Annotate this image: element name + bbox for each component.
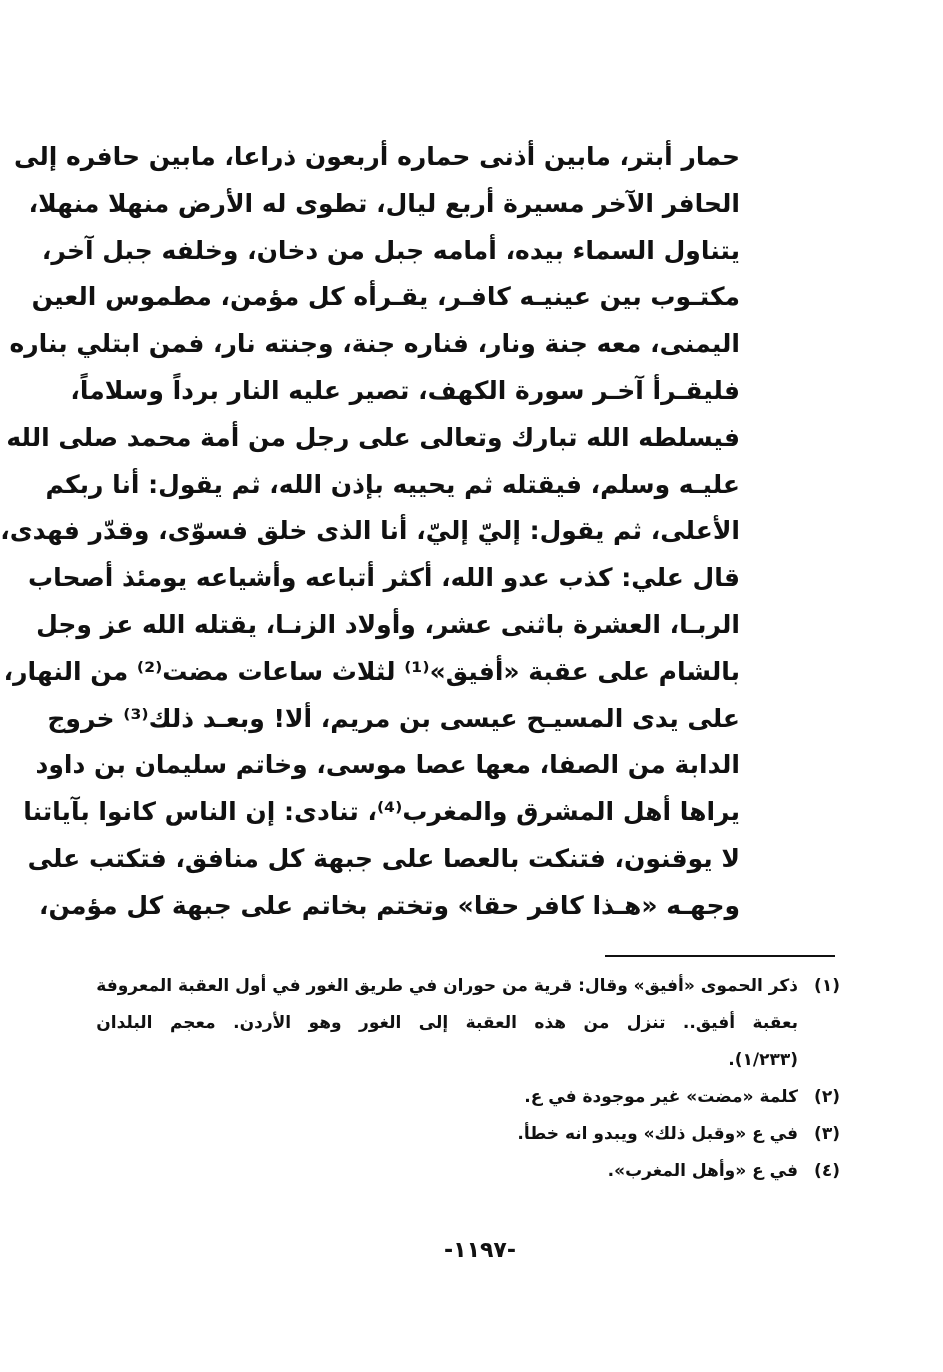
footnote-number: (٤) [814, 1161, 840, 1181]
text-line: يتناول السماء بيده، أمامه جبل من دخان، وخلفه جبل آخر، [41, 235, 740, 265]
footnote-line: (١/٢٣٣). [728, 1050, 798, 1070]
text-line: قال علي: كذب عدو الله، أكثر أتباعه وأشياعه يومئذ أصحاب [28, 563, 740, 593]
footnote-separator [605, 955, 835, 957]
footnote-line: في ع «وقبل ذلك» ويبدو انه خطأ. [517, 1124, 798, 1144]
text-line: فيسلطه الله تبارك وتعالى على رجل من أمة محمد صلى الله [6, 422, 740, 452]
main-text-block [0, 134, 740, 930]
footnote-line: ذكر الحموى «أفيق» وقال: قرية من حوران في طريق الغور في أول العقبة المعروفة [96, 976, 798, 996]
text-line: مكتـوب بين عينيـه كافـر، يقـرأه كل مؤمن، مطموس العين [31, 282, 740, 312]
footnote-number: (٢) [814, 1087, 840, 1107]
footnotes-block [96, 968, 840, 1190]
text-line: على يدى المسيـح عيسى بن مريم، ألا! وبعـد ذلك⁽³⁾ خروج [47, 703, 740, 733]
text-line: الدابة من الصفا، معها عصا موسى، وخاتم سليمان بن داود [35, 750, 740, 780]
text-line: الحافر الآخر مسيرة أربع ليال، تطوى له الأرض منهلا منهلا، [28, 188, 740, 218]
footnote-number: (١) [814, 976, 840, 996]
footnote-1 [96, 968, 840, 1079]
text-line: حمار أبتر، مابين أذنى حماره أربعون ذراعا، مابين حافره إلى [14, 142, 740, 171]
text-line: لا يوقنون، فتنكت بالعصا على جبهة كل منافق، فتكتب على [27, 843, 740, 873]
footnote-body [130, 1153, 798, 1190]
text-line: اليمنى، معه جنة ونار، فناره جنة، وجنته نار، فمن ابتلي بناره [9, 329, 740, 359]
text-line: وجهـه «هـذا كافر حقا» وتختم بخاتم على جبهة كل مؤمن، [38, 890, 740, 920]
footnote-2 [130, 1079, 840, 1116]
text-line: الربـا، العشرة باثنى عشر، وأولاد الزنـا، يقتله الله عز وجل [36, 609, 740, 639]
footnote-3 [130, 1116, 840, 1153]
footnote-body [130, 1116, 798, 1153]
footnote-4 [130, 1153, 840, 1190]
text-line: بالشام على عقبة «أفيق»⁽¹⁾ لثلاث ساعات مضت⁽²⁾ من النهار، [3, 656, 740, 686]
footnote-body [96, 968, 798, 1079]
text-line: عليـه وسلم، فيقتله ثم يحييه بإذن الله، ثم يقول: أنا ربكم [45, 469, 740, 499]
footnote-line: في ع «وأهل المغرب». [607, 1161, 798, 1181]
text-line: فليقـرأ آخـر سورة الكهف، تصير عليه النار برداً وسلاماً، [70, 375, 740, 405]
text-line: الأعلى، ثم يقول: إليّ إليّ، أنا الذى خلق فسوّى، وقدّر فهدى، [0, 516, 740, 546]
footnote-number: (٣) [814, 1124, 840, 1144]
footnote-line: بعقبة أفيق.. تنزل من هذه العقبة إلى الغور وهو الأردن. معجم البلدان [96, 1013, 798, 1033]
page-number: -١١٩٧- [444, 1238, 516, 1263]
text-line: يراها أهل المشرق والمغرب⁽⁴⁾، تنادى: إن الناس كانوا بآياتنا [23, 797, 740, 827]
footnote-body [130, 1079, 798, 1116]
footnote-line: كلمة «مضت» غير موجودة في ع. [524, 1087, 798, 1107]
